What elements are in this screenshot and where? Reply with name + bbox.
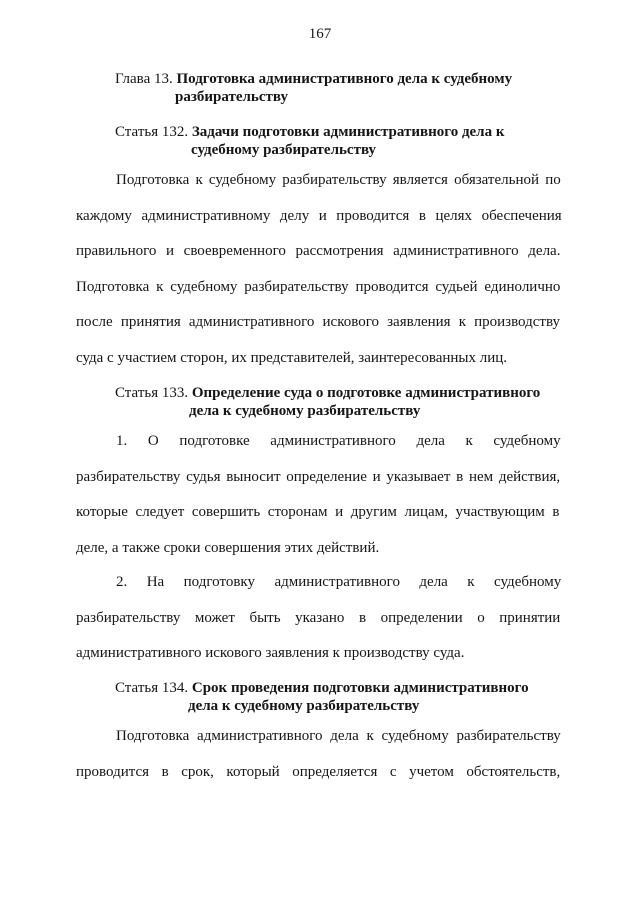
text-line: после принятия административного искового заявления к производству [76, 314, 561, 330]
chapter-heading [115, 70, 512, 106]
article-132-heading [115, 123, 505, 159]
text-line: Подготовка к судебному разбирательству проводится судьей единолично [76, 278, 561, 295]
text-line: Подготовка административного дела к судебному разбирательству [116, 728, 561, 744]
chapter-title-line1: Подготовка административного дела к судебному [176, 71, 513, 87]
article-133-paragraph-1 [76, 424, 560, 566]
page-number: 167 [308, 26, 332, 42]
text-line: разбирательству судья выносит определение и указывает в нем действия, [76, 468, 561, 485]
text-line: каждому административному делу и проводится в целях обеспечения [76, 207, 562, 224]
article-133-prefix: Статья 133. [115, 385, 189, 401]
text-line: административного искового заявления к производству суда. [76, 645, 465, 661]
article-133-title-line1: Определение суда о подготовке административного [191, 385, 541, 401]
text-line: суда с участием сторон, их представителей, заинтересованных лиц. [76, 349, 508, 366]
article-134-body [76, 719, 560, 790]
text-line: разбирательству может быть указано в определении о принятии [76, 609, 561, 626]
text-line: деле, а также сроки совершения этих действий. [76, 539, 380, 556]
text-line: 1. О подготовке административного дела к судебному [116, 433, 561, 449]
article-132-body [76, 163, 560, 376]
text-line: проводится в срок, который определяется с учетом обстоятельств, [76, 763, 561, 780]
chapter-title-line2: разбирательству [175, 89, 288, 105]
text-line: 2. На подготовку административного дела к судебному [116, 574, 562, 590]
chapter-prefix: Глава 13. [115, 71, 173, 87]
text-line: которые следует совершить сторонам и другим лицам, участвующим в [76, 504, 560, 520]
text-line: правильного и своевременного рассмотрения административного дела. [76, 243, 561, 259]
article-132-title-line1: Задачи подготовки административного дела к [191, 124, 505, 140]
article-132-prefix: Статья 132. [115, 124, 189, 140]
article-132-title-line2: судебному разбирательству [191, 142, 377, 158]
article-134-heading [115, 679, 529, 715]
article-134-title-line2: дела к судебному разбирательству [188, 698, 420, 714]
article-133-title-line2: дела к судебному разбирательству [189, 403, 421, 419]
text-line: Подготовка к судебному разбирательству является обязательной по [116, 172, 561, 188]
article-133-paragraph-2 [76, 565, 560, 672]
article-134-title-line1: Срок проведения подготовки административного [191, 680, 529, 696]
article-134-prefix: Статья 134. [115, 680, 189, 696]
article-133-heading [115, 384, 540, 420]
